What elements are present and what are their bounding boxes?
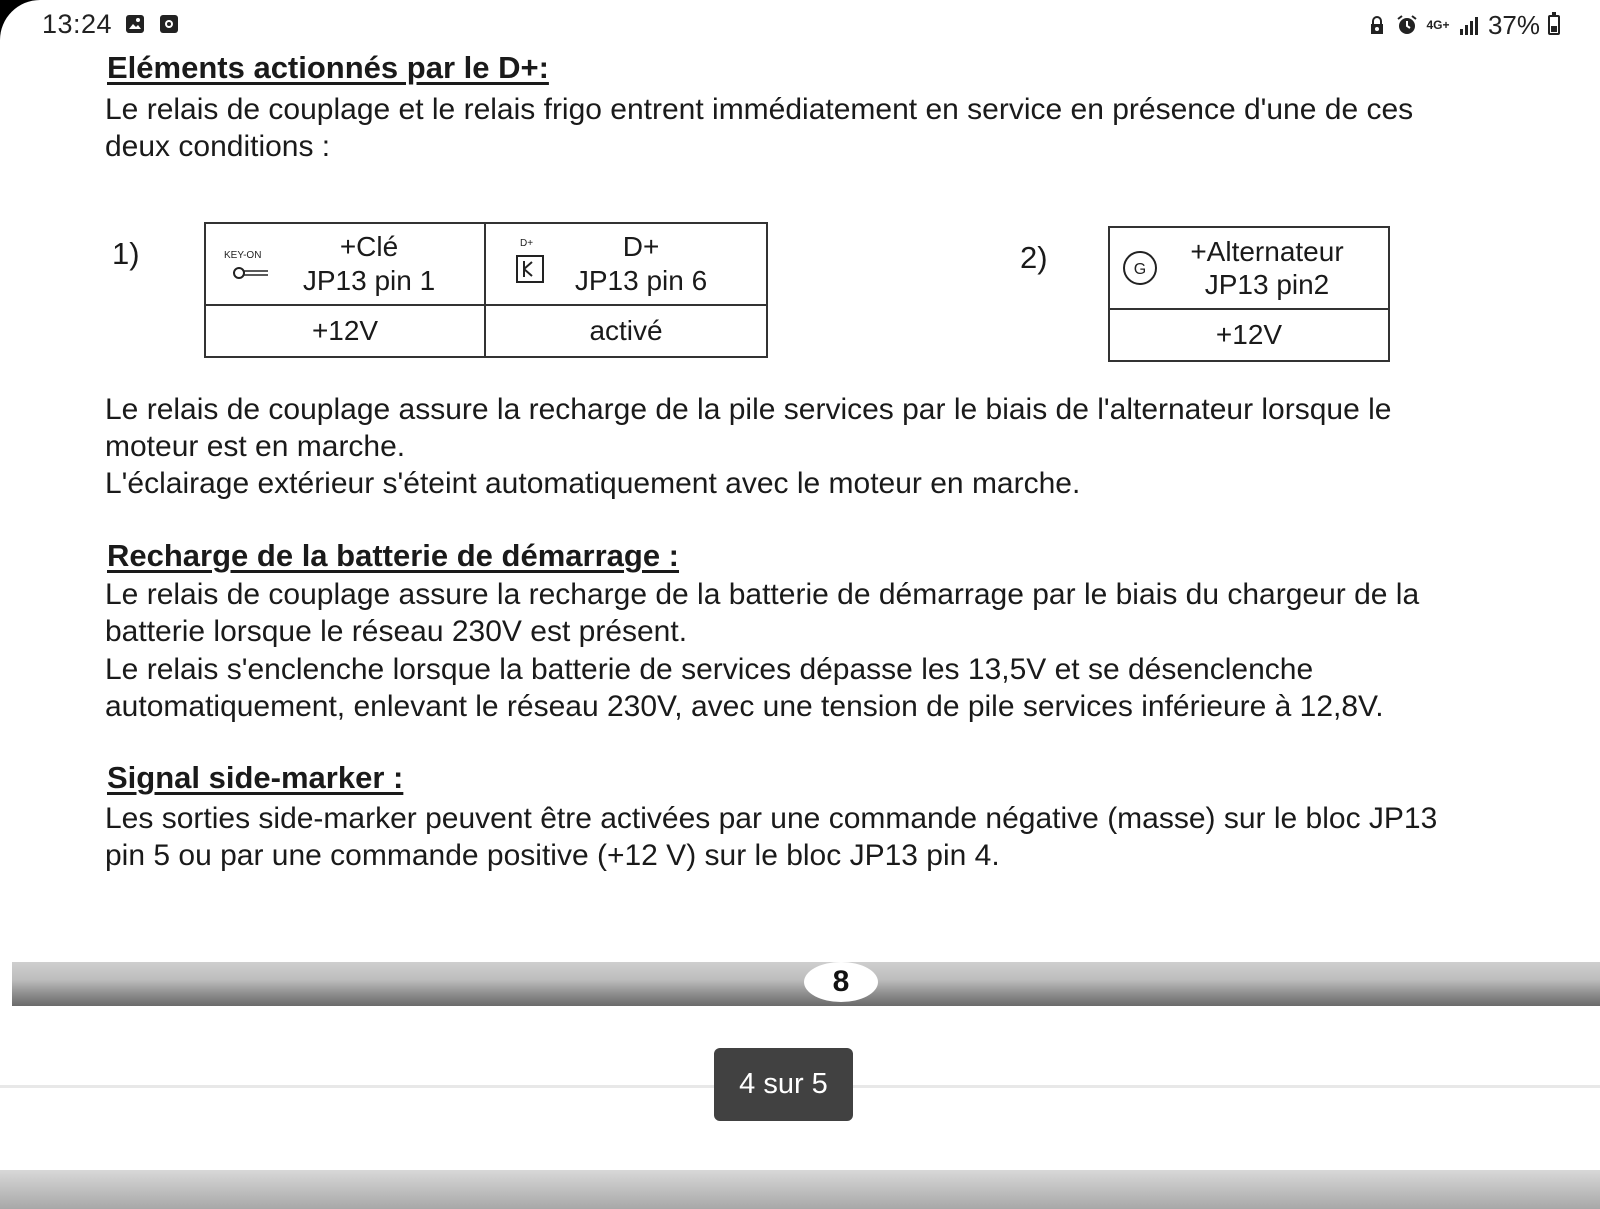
d-plus-icon	[515, 254, 545, 284]
section2-para2	[105, 651, 1384, 725]
intro-line-1: Le relais de couplage et le relais frigo entrent immédiatement en service en présence d'une de ces	[105, 93, 1414, 126]
alternator-line-1: +Alternateur	[1190, 236, 1344, 267]
section1-para1	[105, 391, 1600, 465]
d-plus-line-2: JP13 pin 6	[574, 265, 708, 296]
section2-para1	[105, 576, 1419, 650]
alternator-cell	[1109, 227, 1389, 309]
page-number: 8	[804, 962, 878, 1002]
section1-para2: L'éclairage extérieur s'éteint automatiquement avec le moteur en marche.	[105, 467, 1081, 500]
s2-para1-line-1: Le relais de couplage assure la recharge de la batterie de démarrage par le biais du chargeur de la	[105, 578, 1420, 611]
para1-line-1: Le relais de couplage assure la recharge de la pile services par le biais de l'alternateur lorsque le	[105, 393, 1392, 426]
network-type: 4G+	[1426, 17, 1450, 32]
s2-para1-line-2: batterie lorsque le réseau 230V est présent.	[105, 615, 688, 648]
key-icon	[232, 266, 272, 280]
page-indicator[interactable]: 4 sur 5	[714, 1048, 853, 1121]
para1-line-2: moteur est en marche.	[105, 430, 406, 463]
section-heading-d-plus: Eléments actionnés par le D+:	[107, 50, 549, 85]
section-heading-side-marker: Signal side-marker :	[107, 760, 404, 795]
alternator-line-2: JP13 pin2	[1204, 269, 1330, 300]
condition-table-2	[1108, 226, 1390, 362]
key-on-cell	[205, 223, 485, 305]
generator-icon-letter: G	[1133, 261, 1147, 278]
key-on-line-1: +Clé	[339, 231, 399, 262]
s2-para2-line-2: automatiquement, enlevant le réseau 230V, avec une tension de pile services inférieure à 12,8V.	[105, 690, 1384, 723]
section-heading-recharge: Recharge de la batterie de démarrage :	[107, 538, 680, 573]
key-on-value: +12V	[205, 305, 485, 357]
section1-intro	[105, 91, 1413, 165]
section3-para	[105, 800, 1437, 874]
battery-percent: 37%	[1487, 9, 1540, 40]
key-on-line-2: JP13 pin 1	[302, 265, 436, 296]
s3-line-2: pin 5 ou par une commande positive (+12 V) sur le bloc JP13 pin 4.	[105, 839, 1000, 872]
d-plus-cell	[485, 223, 767, 305]
s2-para2-line-1: Le relais s'enclenche lorsque la batterie de services dépasse les 13,5V et se désenclenche	[105, 653, 1314, 686]
condition-number-1: 1)	[112, 236, 140, 271]
alternator-value: +12V	[1109, 309, 1389, 361]
condition-table-1	[204, 222, 768, 358]
intro-line-2: deux conditions :	[105, 130, 331, 163]
d-plus-tag: D+	[520, 238, 534, 249]
d-plus-value: activé	[485, 305, 767, 357]
s3-line-1: Les sorties side-marker peuvent être activées par une commande négative (masse) sur le bloc JP13	[105, 802, 1438, 835]
next-page-edge	[0, 1170, 1600, 1209]
generator-icon	[1122, 250, 1158, 286]
condition-number-2: 2)	[1020, 240, 1048, 275]
key-on-tag: KEY-ON	[224, 250, 262, 261]
status-time: 13:24	[42, 9, 113, 39]
d-plus-line-1: D+	[622, 231, 660, 262]
key-on-text	[206, 230, 484, 298]
